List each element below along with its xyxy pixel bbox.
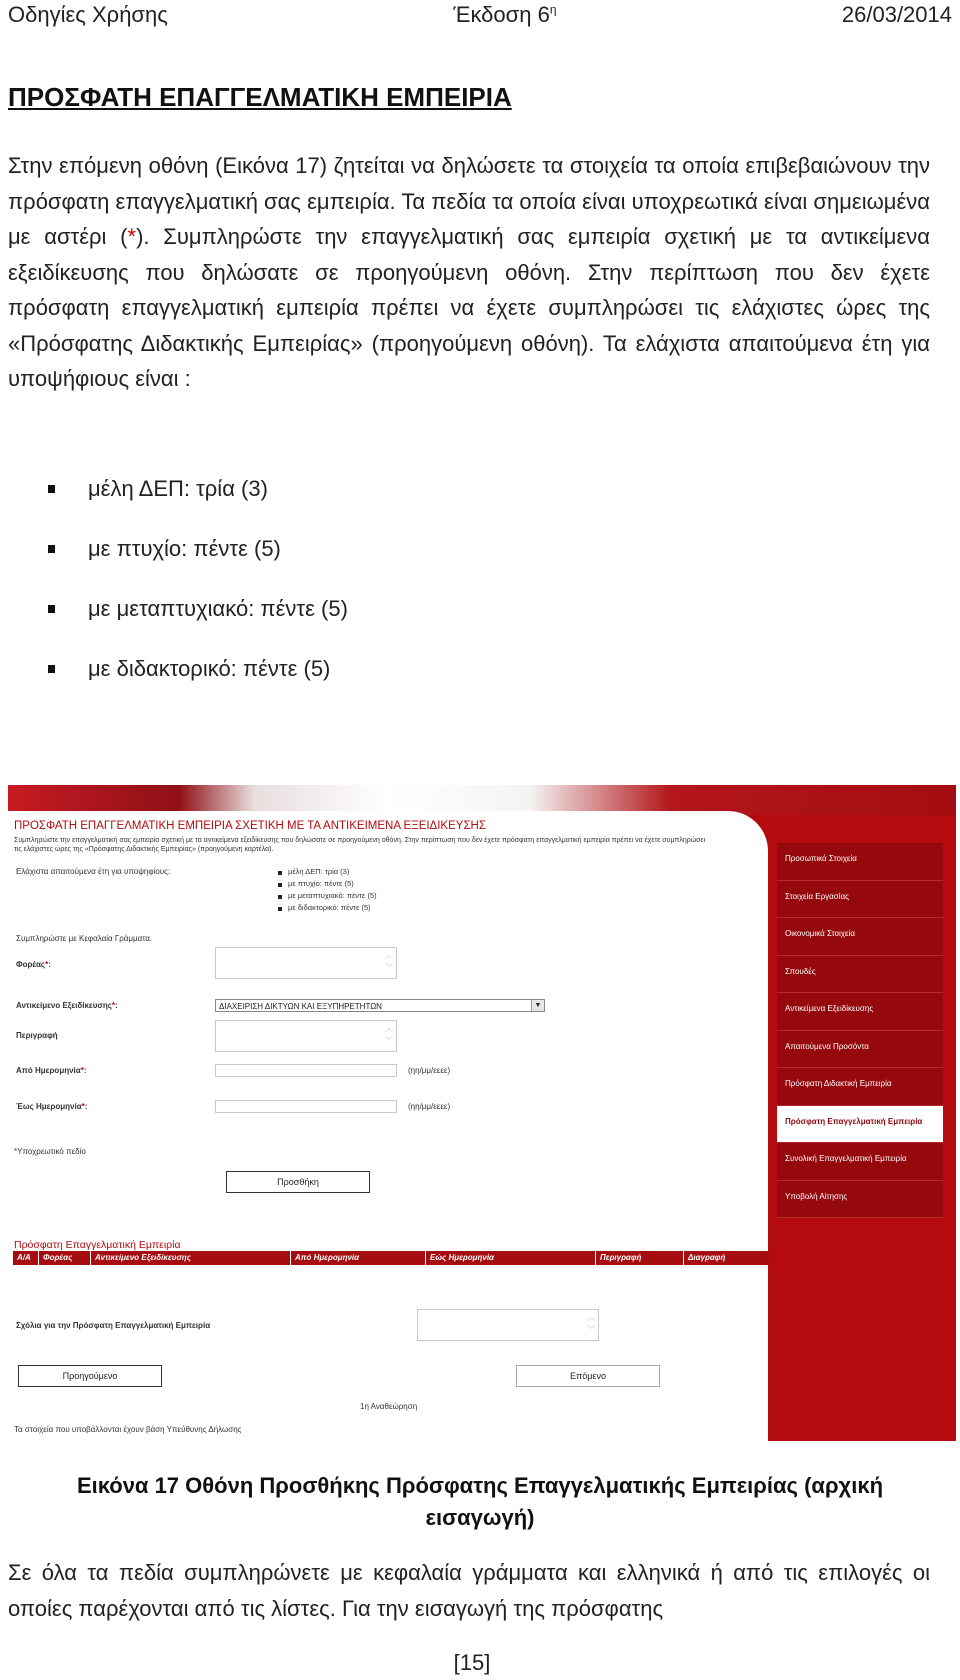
employer-field[interactable] [215, 947, 397, 979]
revision-label: 1η Αναθεώρηση [360, 1402, 418, 1411]
figure-caption: Εικόνα 17 Οθόνη Προσθήκης Πρόσφατης Επαγγελματικής Εμπειρίας (αρχική εισαγωγή) [76, 1473, 884, 1530]
sidebar-item-teaching-experience[interactable]: Πρόσφατη Διδακτική Εμπειρία [777, 1068, 943, 1106]
min-years-label: Ελάχιστα απαιτούμενα έτη για υποψηφίους: [16, 867, 171, 876]
comments-field[interactable] [417, 1309, 599, 1341]
sidebar-item-employment[interactable]: Στοιχεία Εργασίας [777, 881, 943, 919]
column-header: Από Ημερομηνία [291, 1251, 426, 1265]
intro-paragraph: Στην επόμενη οθόνη (Εικόνα 17) ζητείται να δηλώσετε τα στοιχεία τα οποία επιβεβαιώνουν την πρόσφατη επαγγελματική σας εμπειρία. Τα πεδία τα οποία είναι υποχρεωτικά είναι σημειωμένα με αστέρι (*). Συμπληρώστε την επαγγελματική σας εμπειρία σχετική με τα αντικείμενα εξειδίκευσης που δηλώσατε σε προηγούμενη οθόνη. Στην περίπτωση που δεν έχετε πρόσφατη επαγγελματική εμπειρία πρέπει να έχετε συμπληρώσει τις ελάχιστες ώρες της «Πρόσφατης Διδακτικής Εμπειρίας» (προηγούμενη οθόνη). Τα ελάχιστα απαιτούμενα έτη για υποψήφιους είναι : [8, 153, 930, 391]
sidebar-item-submit[interactable]: Υποβολή Αίτησης [777, 1181, 943, 1219]
column-header: Διαγραφή [688, 1253, 726, 1262]
page-number: [15] [453, 1650, 491, 1675]
sidebar-item-studies[interactable]: Σπουδές [777, 956, 943, 994]
bullet-icon [278, 883, 282, 887]
bullet-icon [278, 907, 282, 911]
column-header: Αντικείμενο Εξειδίκευσης [91, 1251, 291, 1265]
sidebar-item-total-experience[interactable]: Συνολική Επαγγελματική Εμπειρία [777, 1143, 943, 1181]
list-item: με διδακτορικό: πέντε (5) [288, 903, 371, 912]
scroll-arrows-icon[interactable]: ︿ ﹀ [587, 1313, 595, 1334]
sidebar-item-specializations[interactable]: Αντικείμενα Εξειδίκευσης [777, 993, 943, 1031]
list-item: με διδακτορικό: πέντε (5) [46, 654, 348, 714]
scroll-arrows-icon[interactable]: ︿ ﹀ [385, 951, 393, 972]
sidebar-menu [777, 843, 943, 1218]
header-date: 26/03/2014 [841, 2, 952, 27]
bullet-icon [48, 605, 55, 613]
list-item: με πτυχίο: πέντε (5) [288, 879, 354, 888]
to-date-input[interactable] [215, 1100, 397, 1113]
disclaimer: Τα στοιχεία που υποβάλλονται έχουν βάση Υπεύθυνης Δήλωσης [14, 1425, 242, 1434]
bullet-icon [48, 545, 55, 553]
form-panel [8, 811, 768, 1441]
from-date-input[interactable] [215, 1064, 397, 1077]
column-header: Α/Α [13, 1251, 39, 1265]
screenshot-intro-line2: τις ελάχιστες ώρες της «Πρόσφατης Διδακτικής Εμπειρίας» (προηγούμενη καρτέλα). [14, 846, 274, 853]
requirements-list [46, 474, 348, 714]
section-title: ΠΡΟΣΦΑΤΗ ΕΠΑΓΓΕΛΜΑΤΙΚΗ ΕΜΠΕΙΡΙΑ [8, 82, 512, 112]
list-item: με πτυχίο: πέντε (5) [46, 534, 348, 594]
add-button[interactable]: Προσθήκη [226, 1171, 370, 1193]
bullet-icon [48, 665, 55, 673]
description-label: Περιγραφή [16, 1031, 58, 1040]
date-format-hint: (ηη/μμ/εεεε) [408, 1102, 451, 1111]
specialization-select[interactable]: ΔΙΑΧΕΙΡΙΣΗ ΔΙΚΤΥΩΝ ΚΑΙ ΕΞΥΠΗΡΕΤΗΤΩΝ ▼ [215, 999, 545, 1012]
list-item: μέλη ΔΕΠ: τρία (3) [288, 867, 350, 876]
specialization-label: Αντικείμενο Εξειδίκευσης*: [16, 1001, 118, 1010]
sidebar-item-qualifications[interactable]: Απαιτούμενα Προσόντα [777, 1031, 943, 1069]
sidebar-item-professional-experience[interactable]: Πρόσφατη Επαγγελματική Εμπειρία [777, 1106, 943, 1144]
required-note: *Υποχρεωτικό πεδίο [14, 1147, 86, 1156]
screenshot-title: ΠΡΟΣΦΑΤΗ ΕΠΑΓΓΕΛΜΑΤΙΚΗ ΕΜΠΕΙΡΙΑ ΣΧΕΤΙΚΗ ΜΕ ΤΑ ΑΝΤΙΚΕΙΜΕΝΑ ΕΞΕΙΔΙΚΕΥΣΗΣ [14, 820, 486, 832]
figure-screenshot [8, 785, 956, 1441]
bullet-icon [278, 895, 282, 899]
list-item: με μεταπτυχιακό: πέντε (5) [288, 891, 377, 900]
previous-button[interactable]: Προηγούμενο [18, 1365, 162, 1387]
comments-label: Σχόλια για την Πρόσφατη Επαγγελματική Εμπειρία [16, 1321, 211, 1330]
date-format-hint: (ηη/μμ/εεεε) [408, 1066, 451, 1075]
from-date-label: Από Ημερομηνία*: [16, 1066, 87, 1075]
caps-note: Συμπληρώστε με Κεφαλαία Γράμματα. [16, 934, 153, 943]
next-button[interactable]: Επόμενο [516, 1365, 660, 1387]
header-left: Οδηγίες Χρήσης [8, 2, 168, 27]
column-header: Περιγραφή [596, 1251, 684, 1265]
column-header: Φορέας [39, 1251, 91, 1265]
table-title: Πρόσφατη Επαγγελματική Εμπειρία [14, 1239, 181, 1251]
scroll-arrows-icon[interactable]: ︿ ﹀ [385, 1024, 393, 1045]
chevron-down-icon[interactable]: ▼ [531, 1000, 544, 1011]
bullet-icon [278, 871, 282, 875]
list-item: μέλη ΔΕΠ: τρία (3) [46, 474, 348, 534]
column-header: Εώς Ημερομηνία [426, 1251, 596, 1265]
list-item: με μεταπτυχιακό: πέντε (5) [46, 594, 348, 654]
screenshot-intro-line1: Συμπληρώστε την επαγγελματική σας εμπειρία σχετική με τα αντικείμενα εξειδίκευσης που δηλώσατε σε προηγούμενη οθόνη. Στην περίπτωση που δεν έχετε πρόσφατη επαγγελματική εμπειρία πρέπει να έχετε συμπληρώσει [14, 837, 706, 844]
sidebar-item-financial[interactable]: Οικονομικά Στοιχεία [777, 918, 943, 956]
sidebar-item-personal[interactable]: Προσωπικά Στοιχεία [777, 843, 943, 881]
document-header [8, 0, 952, 30]
experience-table-header [13, 1251, 769, 1265]
outro-paragraph: Σε όλα τα πεδία συμπληρώνετε με κεφαλαία γράμματα και ελληνικά ή από τις επιλογές οι οποίες παρέχονται από τις λίστες. Για την εισαγωγή της πρόσφατης [8, 1560, 930, 1621]
bullet-icon [48, 485, 55, 493]
description-field[interactable] [215, 1020, 397, 1052]
employer-label: Φορέας*: [16, 960, 51, 969]
header-center: Έκδοση $6^\eta$ [453, 2, 557, 27]
to-date-label: Έως Ημερομηνία*: [16, 1102, 88, 1111]
